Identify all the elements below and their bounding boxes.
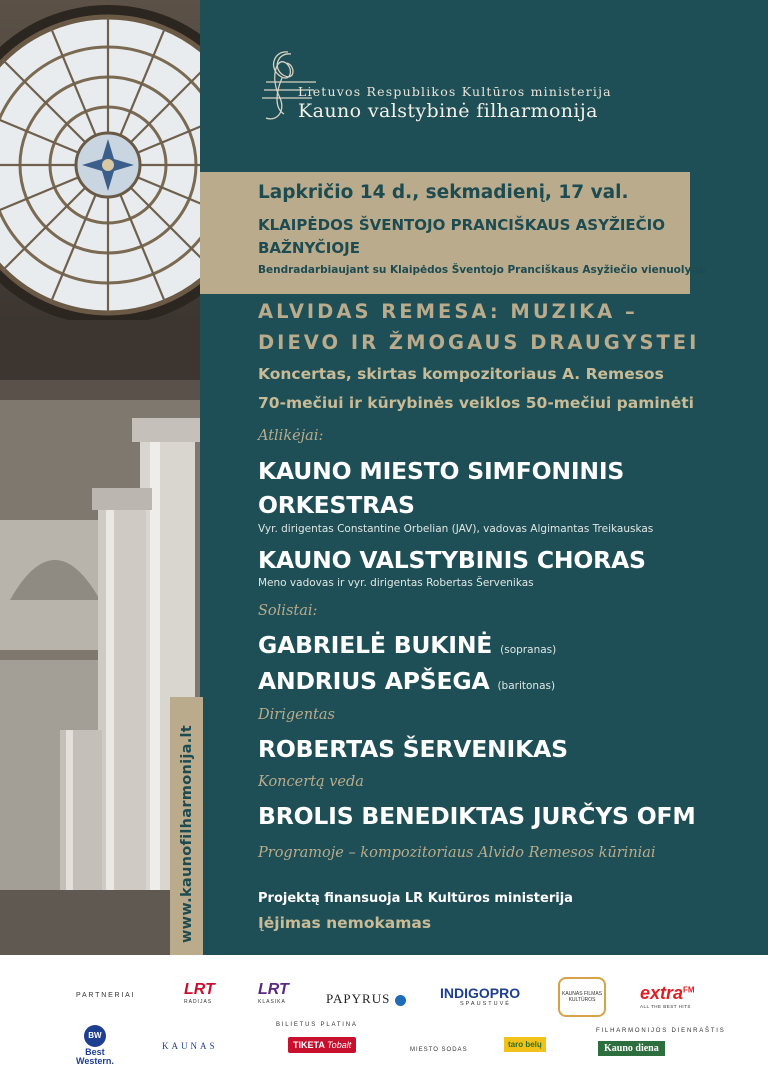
entry-note: Įėjimas nemokamas bbox=[258, 914, 432, 932]
website-link[interactable]: www.kaunofilharmonija.lt bbox=[178, 724, 195, 944]
lrt-radijas-sub: RADIJAS bbox=[184, 999, 213, 1005]
lrt-klasika-logo[interactable] bbox=[258, 981, 289, 1005]
soloist-2-name: ANDRIUS APŠEGA bbox=[258, 667, 490, 695]
partners-label: PARTNERIAI bbox=[76, 992, 136, 999]
funding-note: Projektą finansuoja LR Kultūros ministerija bbox=[258, 891, 573, 906]
soloist-1-name: GABRIELĖ BUKINĖ bbox=[258, 631, 493, 659]
best-western-line2: Western. bbox=[76, 1056, 114, 1066]
date-venue-box bbox=[200, 172, 707, 294]
papyrus-mark-icon bbox=[395, 995, 406, 1006]
soloist-1-voice: (sopranas) bbox=[500, 644, 557, 656]
soloist-1 bbox=[258, 628, 556, 667]
sponsors-strip bbox=[0, 955, 768, 1088]
extra-fm-logo[interactable] bbox=[640, 983, 695, 1009]
soloist-2-voice: (baritonas) bbox=[497, 680, 556, 692]
kauno-diena-logo[interactable]: Kauno diena bbox=[598, 1041, 665, 1056]
orchestra-name-line2: ORKESTRAS bbox=[258, 491, 415, 519]
cooperation-note: Bendradarbiaujant su Klaipėdos Šventojo Pranciškaus Asyžiečio vienuolynu bbox=[258, 264, 707, 276]
concert-subtitle-line1: Koncertas, skirtas kompozitoriaus A. Remesos bbox=[258, 365, 664, 383]
choir-name: KAUNO VALSTYBINIS CHORAS bbox=[258, 546, 646, 574]
conductor-name: ROBERTAS ŠERVENIKAS bbox=[258, 735, 568, 763]
extra-fm-tag: FM bbox=[683, 985, 695, 995]
best-western-icon: BW bbox=[84, 1025, 106, 1047]
concert-title-line2: DIEVO IR ŽMOGAUS DRAUGYSTEI bbox=[258, 331, 700, 354]
host-label: Koncertą veda bbox=[258, 774, 364, 790]
tiketa-logo[interactable] bbox=[288, 1037, 356, 1053]
concert-subtitle-line2: 70-mečiui ir kūrybinės veiklos 50-mečiui paminėti bbox=[258, 394, 694, 412]
orchestra-details: Vyr. dirigentas Constantine Orbelian (JAV), vadovas Algimantas Treikauskas bbox=[258, 523, 654, 535]
tiketa-tag: Tobalt bbox=[327, 1040, 352, 1050]
extra-fm-sub: ALL THE BEST HITS bbox=[640, 1004, 691, 1009]
host-name: BROLIS BENEDIKTAS JURČYS OFM bbox=[258, 802, 696, 830]
conductor-label: Dirigentas bbox=[258, 707, 335, 723]
performers-label: Atlikėjai: bbox=[258, 428, 324, 444]
concert-title bbox=[258, 296, 699, 358]
miesto-sodas-logo[interactable]: MIESTO SODAS bbox=[410, 1047, 468, 1053]
newspaper-label: FILHARMONIJOS DIENRAŠTIS bbox=[596, 1028, 726, 1034]
ministry-name: Lietuvos Respublikos Kultūros ministerija bbox=[298, 84, 612, 99]
extra-fm-text: extra bbox=[640, 983, 684, 1003]
papyrus-text: PAPYRUS bbox=[326, 991, 391, 1006]
choir-details: Meno vadovas ir vyr. dirigentas Robertas Šervenikas bbox=[258, 577, 534, 589]
lrt-radijas-text: LRT bbox=[184, 981, 215, 998]
soloist-2 bbox=[258, 664, 555, 703]
orchestra-name-line1: KAUNO MIESTO SIMFONINIS bbox=[258, 457, 625, 485]
soloists-label: Solistai: bbox=[258, 603, 318, 619]
event-venue: KLAIPĖDOS ŠVENTOJO PRANCIŠKAUS ASYŽIEČIO BAŽNYČIOJE bbox=[258, 216, 665, 257]
best-western-line1: Best bbox=[85, 1047, 105, 1057]
program-note: Programoje – kompozitoriaus Alvido Remesos kūriniai bbox=[258, 845, 656, 861]
tickets-label: BILIETUS PLATINA bbox=[276, 1022, 358, 1028]
lrt-radijas-logo[interactable] bbox=[184, 981, 215, 1005]
indigo-sub: SPAUSTUVĖ bbox=[460, 1001, 511, 1007]
lrt-klasika-sub: KLASIKA bbox=[258, 999, 286, 1005]
papyrus-logo[interactable] bbox=[326, 991, 406, 1007]
concert-title-line1: ALVIDAS REMESA: MUZIKA – bbox=[258, 300, 638, 323]
tarobelu-logo[interactable]: taro belų bbox=[504, 1037, 546, 1052]
kaunas-hotel-logo[interactable]: KAUNAS bbox=[162, 1041, 218, 1051]
concert-subtitle bbox=[258, 360, 694, 418]
philharmonic-name: Kauno valstybinė filharmonija bbox=[298, 100, 598, 122]
event-date: Lapkričio 14 d., sekmadienį, 17 val. bbox=[258, 182, 629, 203]
lrt-klasika-text: LRT bbox=[258, 981, 289, 998]
indigo-text: INDIGOPRO bbox=[440, 985, 521, 1001]
tiketa-text: TIKETA bbox=[293, 1040, 325, 1050]
best-western-logo[interactable] bbox=[76, 1025, 114, 1066]
website-strip bbox=[170, 697, 203, 971]
philharmonic-logo bbox=[258, 48, 718, 130]
kaunas-films-text: KAUNAS FILMAS KULTŪROS bbox=[561, 991, 602, 1003]
indigo-logo[interactable] bbox=[440, 985, 520, 1007]
kaunas-films-logo[interactable] bbox=[558, 977, 606, 1017]
